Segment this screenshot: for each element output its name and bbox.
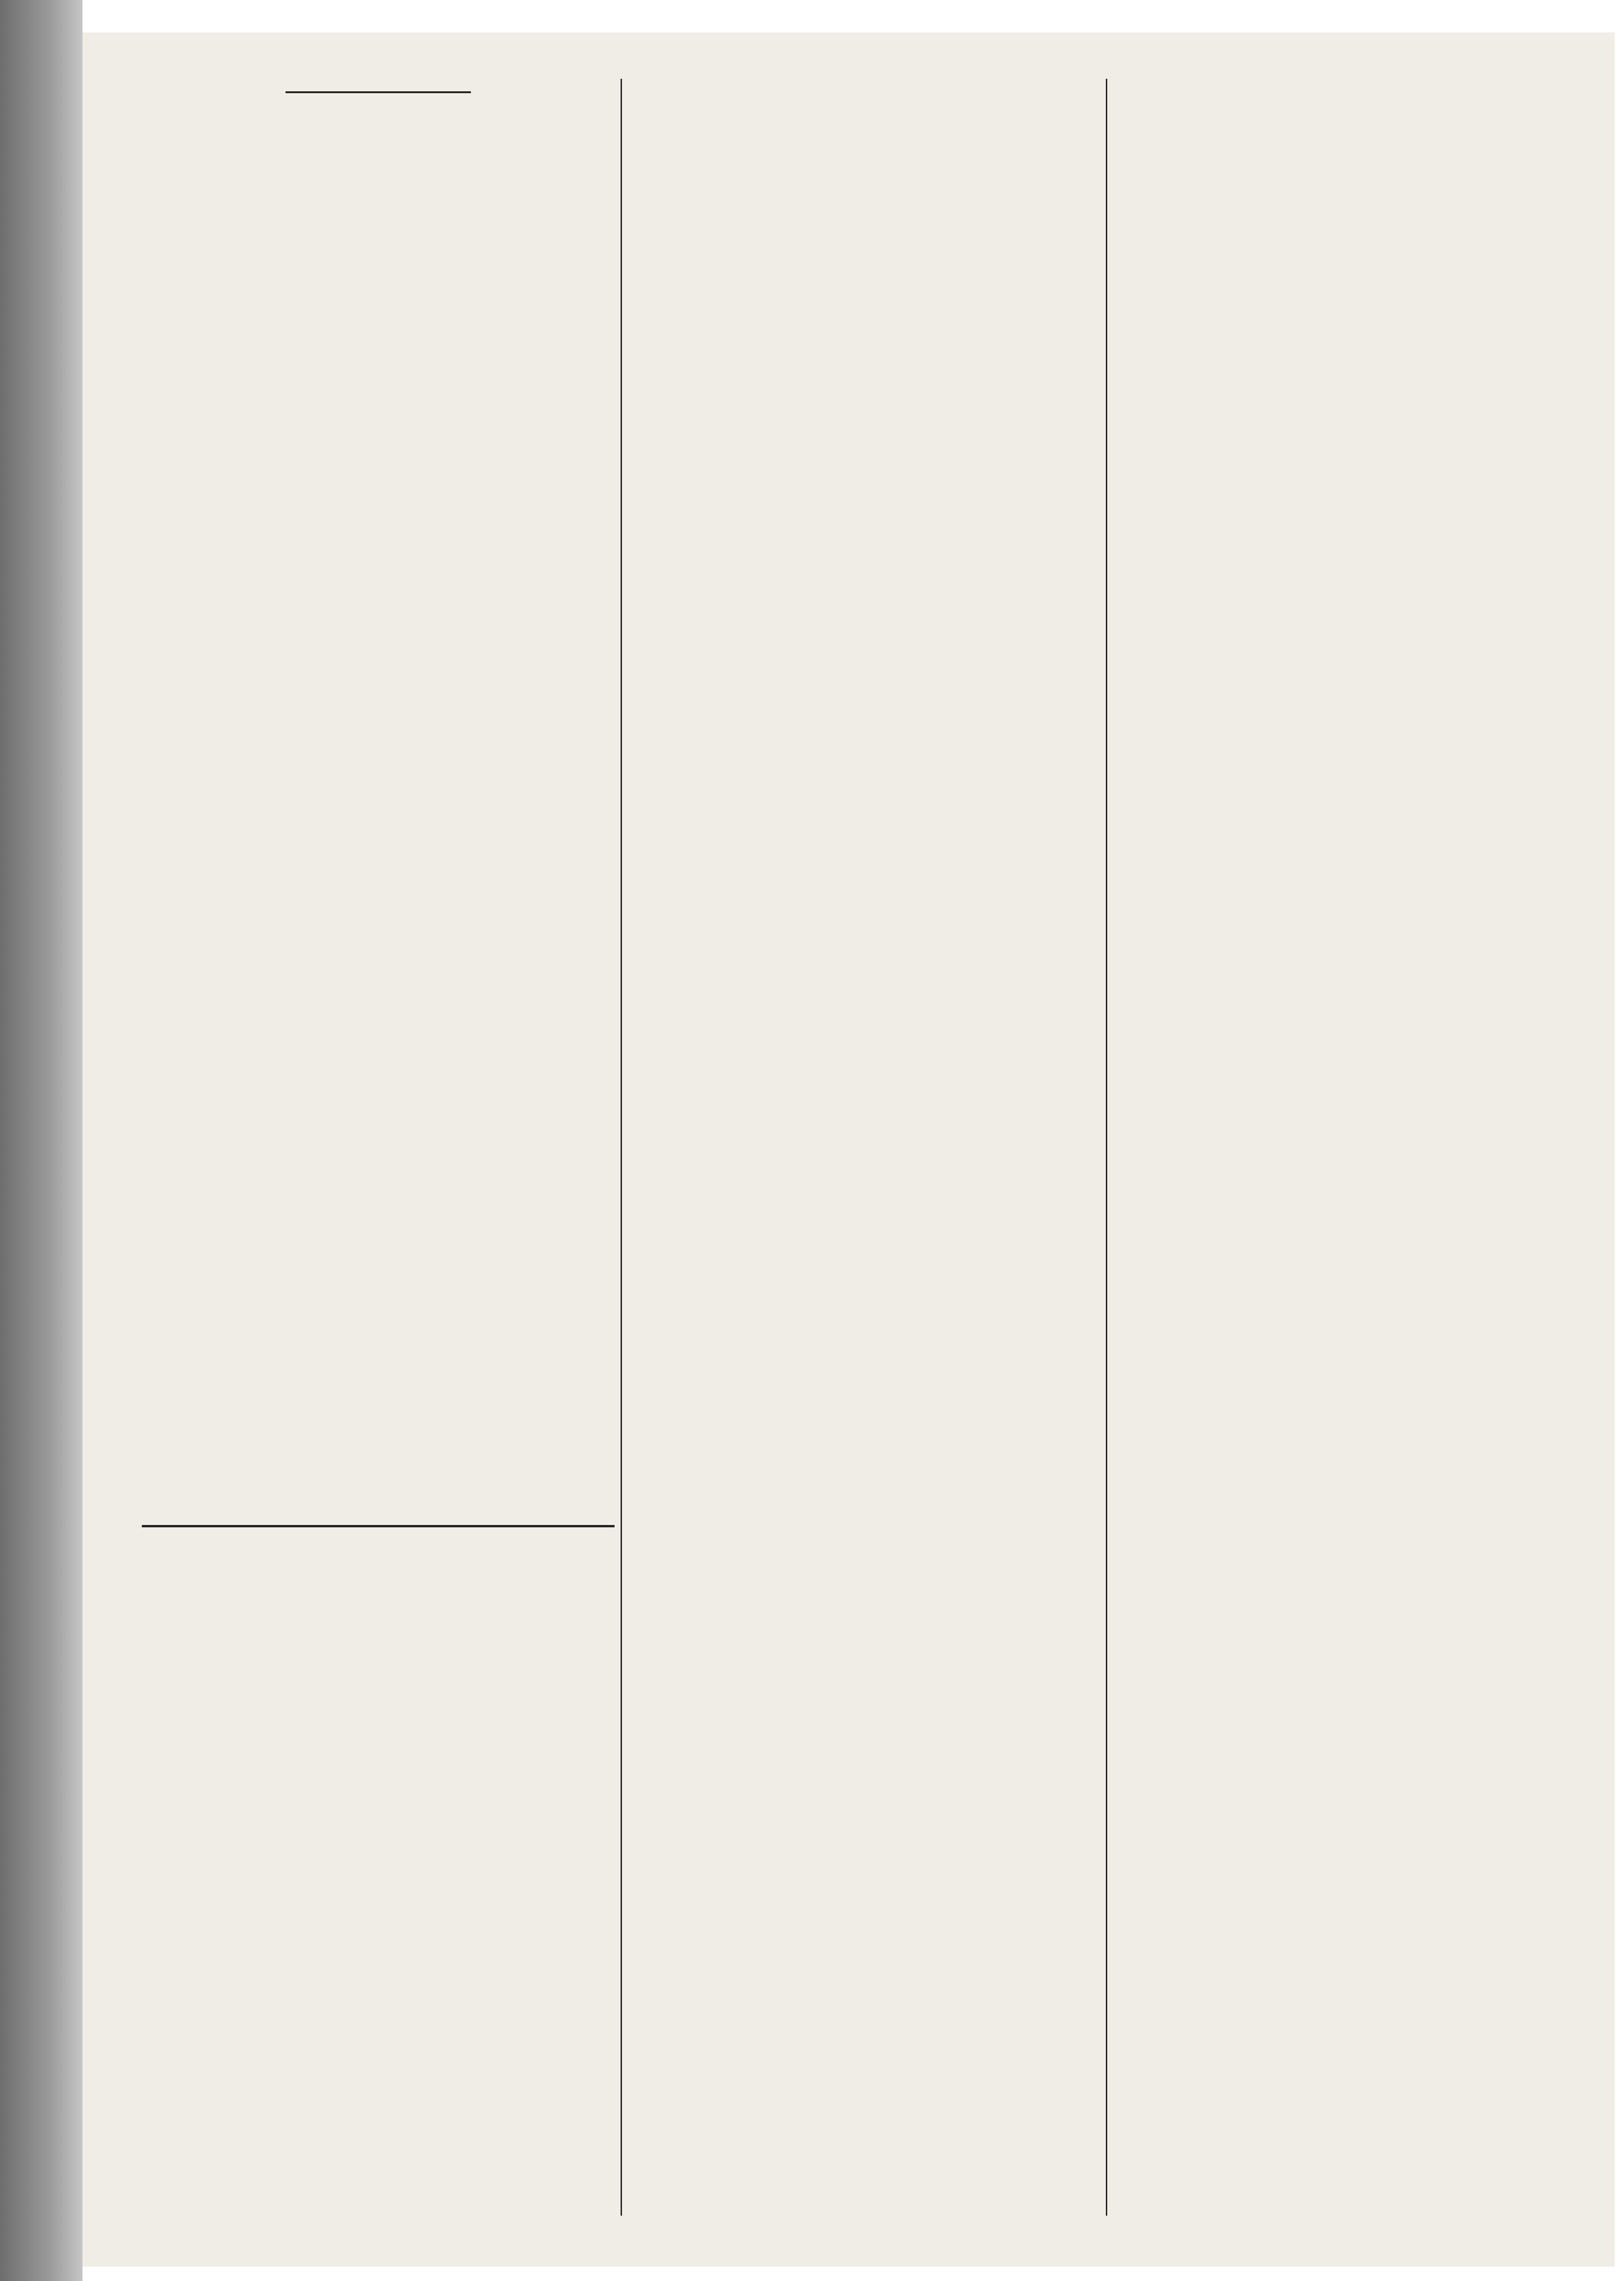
page-gutter-shadow	[0, 0, 82, 2281]
feuilleton-separator	[142, 1525, 615, 1527]
column-left	[142, 81, 615, 103]
column-rule	[1106, 79, 1107, 2216]
column-rule	[621, 79, 622, 2216]
newspaper-page	[82, 32, 1615, 2267]
